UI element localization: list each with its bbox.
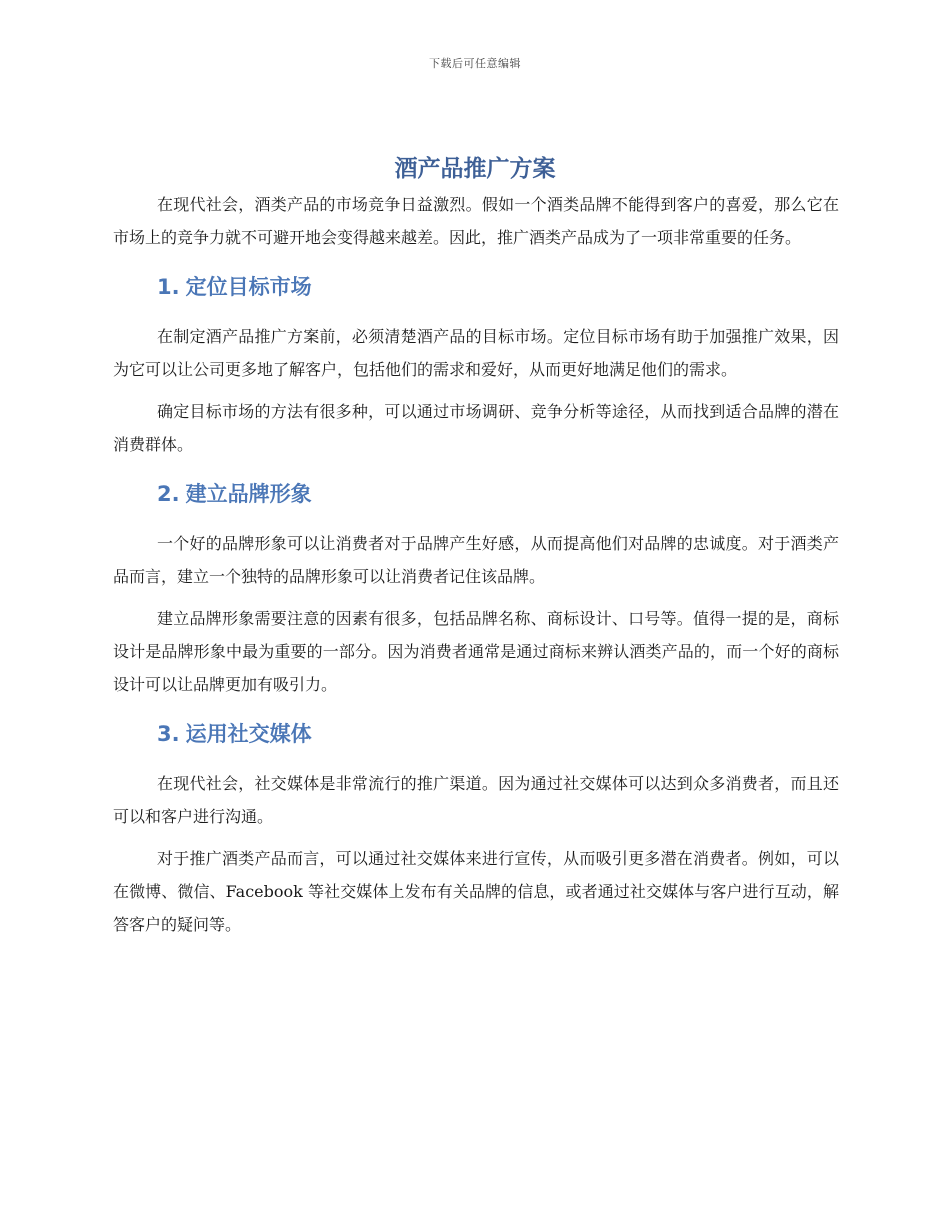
document-body <box>113 188 839 950</box>
section-number: 2. <box>157 482 180 506</box>
intro-paragraph: 在现代社会，酒类产品的市场竞争日益激烈。假如一个酒类品牌不能得到客户的喜爱，那么它在市场上的竞争力就不可避开地会变得越来越差。因此，推广酒类产品成为了一项非常重要的任务。 <box>113 195 839 247</box>
section-paragraph: 一个好的品牌形象可以让消费者对于品牌产生好感，从而提高他们对品牌的忠诚度。对于酒类产品而言，建立一个独特的品牌形象可以让消费者记住该品牌。 <box>113 534 839 586</box>
section-heading <box>157 719 839 749</box>
section-1 <box>113 272 839 461</box>
section-heading-text: 建立品牌形象 <box>185 482 312 506</box>
section-heading-text: 运用社交媒体 <box>185 722 312 746</box>
document-title: 酒产品推广方案 <box>394 156 556 182</box>
section-heading <box>157 272 839 302</box>
section-2 <box>113 479 839 701</box>
section-paragraph: 对于推广酒类产品而言，可以通过社交媒体来进行宣传，从而吸引更多潜在消费者。例如，可以在微博、微信、Facebook 等社交媒体上发布有关品牌的信息，或者通过社交媒体与客户进行互动，解答客户的疑问等。 <box>113 849 839 934</box>
section-paragraph: 在现代社会，社交媒体是非常流行的推广渠道。因为通过社交媒体可以达到众多消费者，而且还可以和客户进行沟通。 <box>113 774 839 826</box>
section-paragraph: 确定目标市场的方法有很多种，可以通过市场调研、竞争分析等途径，从而找到适合品牌的潜在消费群体。 <box>113 402 839 454</box>
section-heading-text: 定位目标市场 <box>185 275 312 299</box>
section-3 <box>113 719 839 941</box>
section-number: 3. <box>157 722 180 746</box>
section-paragraph: 在制定酒产品推广方案前，必须清楚酒产品的目标市场。定位目标市场有助于加强推广效果，因为它可以让公司更多地了解客户，包括他们的需求和爱好，从而更好地满足他们的需求。 <box>113 327 839 379</box>
header-note: 下载后可任意编辑 <box>429 57 521 70</box>
section-paragraph: 建立品牌形象需要注意的因素有很多，包括品牌名称、商标设计、口号等。值得一提的是，商标设计是品牌形象中最为重要的一部分。因为消费者通常是通过商标来辨认酒类产品的，而一个好的商标设计可以让品牌更加有吸引力。 <box>113 609 839 694</box>
section-heading <box>157 479 839 509</box>
section-number: 1. <box>157 275 180 299</box>
